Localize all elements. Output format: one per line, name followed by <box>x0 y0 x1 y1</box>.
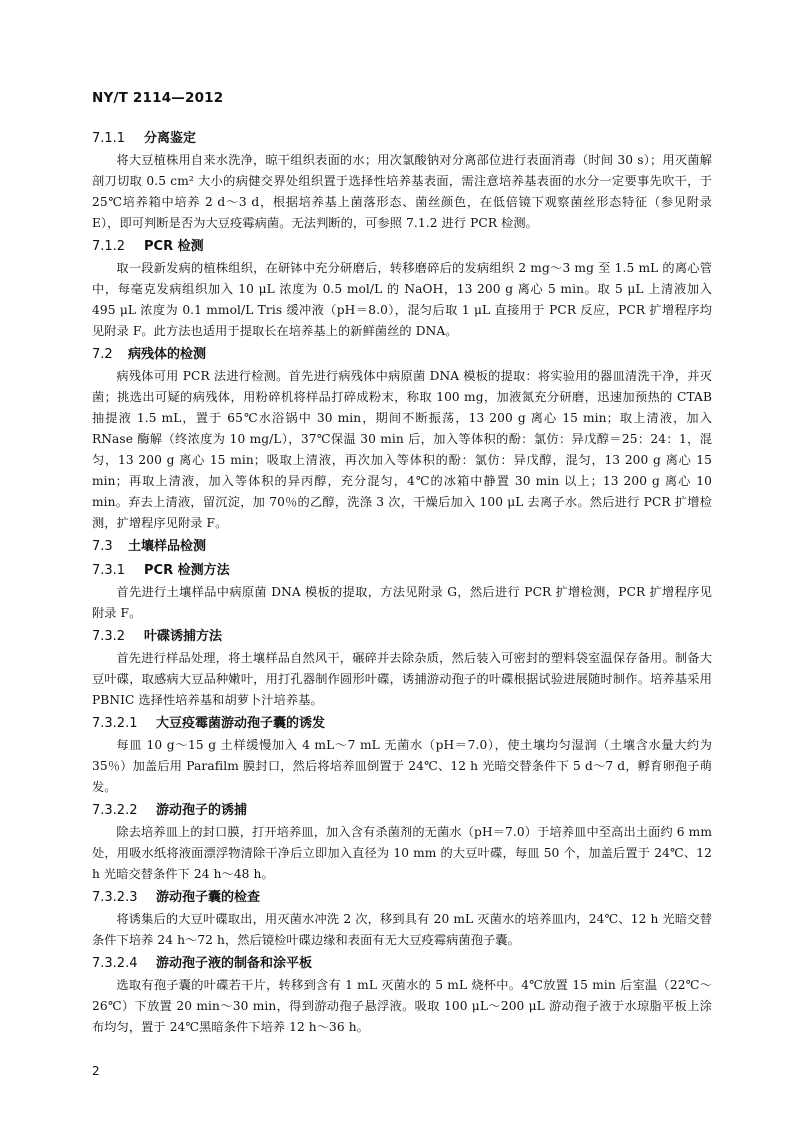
standard-code: NY/T 2114—2012 <box>92 90 224 106</box>
section-title: 游动孢子液的制备和涂平板 <box>156 956 313 971</box>
paragraph-residue-detection: 病残体可用 PCR 法进行检测。首先进行病残体中病原菌 DNA 模板的提取：将实验用的器皿清洗干净，并灭菌；挑选出可疑的病残体，用粉碎机将样品打碎成粉末，称取 100 mg，加液氮充分研磨，迅速加预热的 CTAB 抽提液 1.5 mL，置于 65℃水浴锅中 30 min，期间不断振荡，13 200 g 离心 15 min；取上清液，加入 RNase 酶解（终浓度为 10 mg/L），37℃保温 30 min 后，加入等体积的酚：氯仿：异戊醇＝25：24：1，混匀，13 200 g 离心 15 min；吸取上清液，再次加入等体积的酚：氯仿：异戊醇，混匀，13 200 g 离心 15 min；再取上清液，加入等体积的异丙醇，充分混匀，4℃的冰箱中静置 30 min 以上；13 200 g 离心 10 min。弃去上清液，留沉淀，加 70％的乙醇，洗涤 3 次，干燥后加入 100 μL 去离子水。然后进行 PCR 扩增检测，扩增程序见附录 F。 <box>92 369 712 530</box>
section-number: 7.3.2.1 <box>92 716 138 731</box>
section-heading-7-3-2-2 <box>92 800 712 822</box>
paragraph-pcr-detection: 取一段新发病的植株组织，在研钵中充分研磨后，转移磨碎后的发病组织 2 mg～3 mg 至 1.5 mL 的离心管中，每毫克发病组织加入 10 μL 浓度为 0.5 mol/L 的 NaOH，13 200 g 离心 5 min。取 5 μL 上清液加入 495 μL 浓度为 0.1 mmol/L Tris 缓冲液（pH＝8.0），混匀后取 1 μL 直接用于 PCR 反应，PCR 扩增程序均见附录 F。此方法也适用于提取长在培养基上的新鲜菌丝的 DNA。 <box>92 261 712 338</box>
section-heading-7-3-2 <box>92 626 712 648</box>
section-number: 7.3.2.4 <box>92 956 138 971</box>
section-title: PCR 检测方法 <box>144 563 230 578</box>
section-heading-7-2 <box>92 344 712 366</box>
document-body <box>92 126 712 1038</box>
section-title: 游动孢子囊的检查 <box>156 890 261 905</box>
section-heading-7-1-1 <box>92 128 712 150</box>
section-title: 病残体的检测 <box>128 347 207 362</box>
section-number: 7.3.2.2 <box>92 803 138 818</box>
section-title: 叶碟诱捕方法 <box>144 629 223 644</box>
paragraph-zoospore-suspension-plating: 选取有孢子囊的叶碟若干片，转移到含有 1 mL 灭菌水的 5 mL 烧杯中。4℃放置 15 min 后室温（22℃～26℃）下放置 20 min～30 min，得到游动孢子悬浮液。吸取 100 μL～200 μL 游动孢子液于水琼脂平板上涂布均匀，置于 24℃黑暗条件下培养 12 h～36 h。 <box>92 978 712 1034</box>
section-title: 土壤样品检测 <box>128 539 207 554</box>
section-title: PCR 检测 <box>144 239 204 254</box>
paragraph-leaf-disc-trapping: 首先进行样品处理，将土壤样品自然风干，碾碎并去除杂质，然后装入可密封的塑料袋室温保存备用。制备大豆叶碟，取感病大豆品种嫩叶，用打孔器制作圆形叶碟，诱捕游动孢子的叶碟根据试验进展随时制作。培养基采用 PBNIC 选择性培养基和胡萝卜汁培养基。 <box>92 651 712 707</box>
section-heading-7-3-2-3 <box>92 887 712 909</box>
paragraph-zoospore-trapping: 除去培养皿上的封口膜，打开培养皿，加入含有杀菌剂的无菌水（pH＝7.0）于培养皿中至高出土面约 6 mm 处，用吸水纸将液面漂浮物清除干净后立即加入直径为 10 mm 的大豆叶碟，每皿 50 个，加盖后置于 24℃、12 h 光暗交替条件下 24 h～48 h。 <box>92 825 712 881</box>
section-heading-7-3-2-1 <box>92 713 712 735</box>
section-heading-7-3 <box>92 536 712 558</box>
section-title: 大豆疫霉菌游动孢子囊的诱发 <box>156 716 326 731</box>
section-heading-7-3-2-4 <box>92 953 712 975</box>
section-number: 7.1.2 <box>92 239 126 254</box>
page-number: 2 <box>92 1064 100 1078</box>
section-title: 分离鉴定 <box>144 131 197 146</box>
paragraph-isolation-identification: 将大豆植株用自来水洗净，晾干组织表面的水；用次氯酸钠对分离部位进行表面消毒（时间 30 s）；用灭菌解剖刀切取 0.5 cm² 大小的病健交界处组织置于选择性培养基表面，需注意培养基表面的水分一定要事先吹干，于 25℃培养箱中培养 2 d～3 d，根据培养基上菌落形态、菌丝颜色，在低倍镜下观察菌丝形态特征（参见附录 E），即可判断是否为大豆疫霉病菌。无法判断的，可参照 7.1.2 进行 PCR 检测。 <box>92 153 712 230</box>
section-number: 7.3 <box>92 539 113 554</box>
paragraph-sporangia-induction: 每皿 10 g～15 g 土样缓慢加入 4 mL～7 mL 无菌水（pH＝7.0），使土壤均匀湿润（土壤含水量大约为 35％）加盖后用 Parafilm 膜封口，然后将培养皿倒置于 24℃、12 h 光暗交替条件下 5 d～7 d，孵育卵孢子萌发。 <box>92 738 712 794</box>
section-title: 游动孢子的诱捕 <box>156 803 248 818</box>
section-heading-7-1-2 <box>92 236 712 258</box>
section-number: 7.2 <box>92 347 113 362</box>
paragraph-sporangia-inspection: 将诱集后的大豆叶碟取出，用灭菌水冲洗 2 次，移到具有 20 mL 灭菌水的培养皿内，24℃、12 h 光暗交替条件下培养 24 h～72 h，然后镜检叶碟边缘和表面有无大豆疫霉病菌孢子囊。 <box>92 912 712 947</box>
paragraph-soil-pcr-method: 首先进行土壤样品中病原菌 DNA 模板的提取，方法见附录 G，然后进行 PCR 扩增检测，PCR 扩增程序见附录 F。 <box>92 585 712 620</box>
section-number: 7.3.2.3 <box>92 890 138 905</box>
section-number: 7.3.2 <box>92 629 126 644</box>
section-heading-7-3-1 <box>92 560 712 582</box>
section-number: 7.1.1 <box>92 131 126 146</box>
section-number: 7.3.1 <box>92 563 126 578</box>
